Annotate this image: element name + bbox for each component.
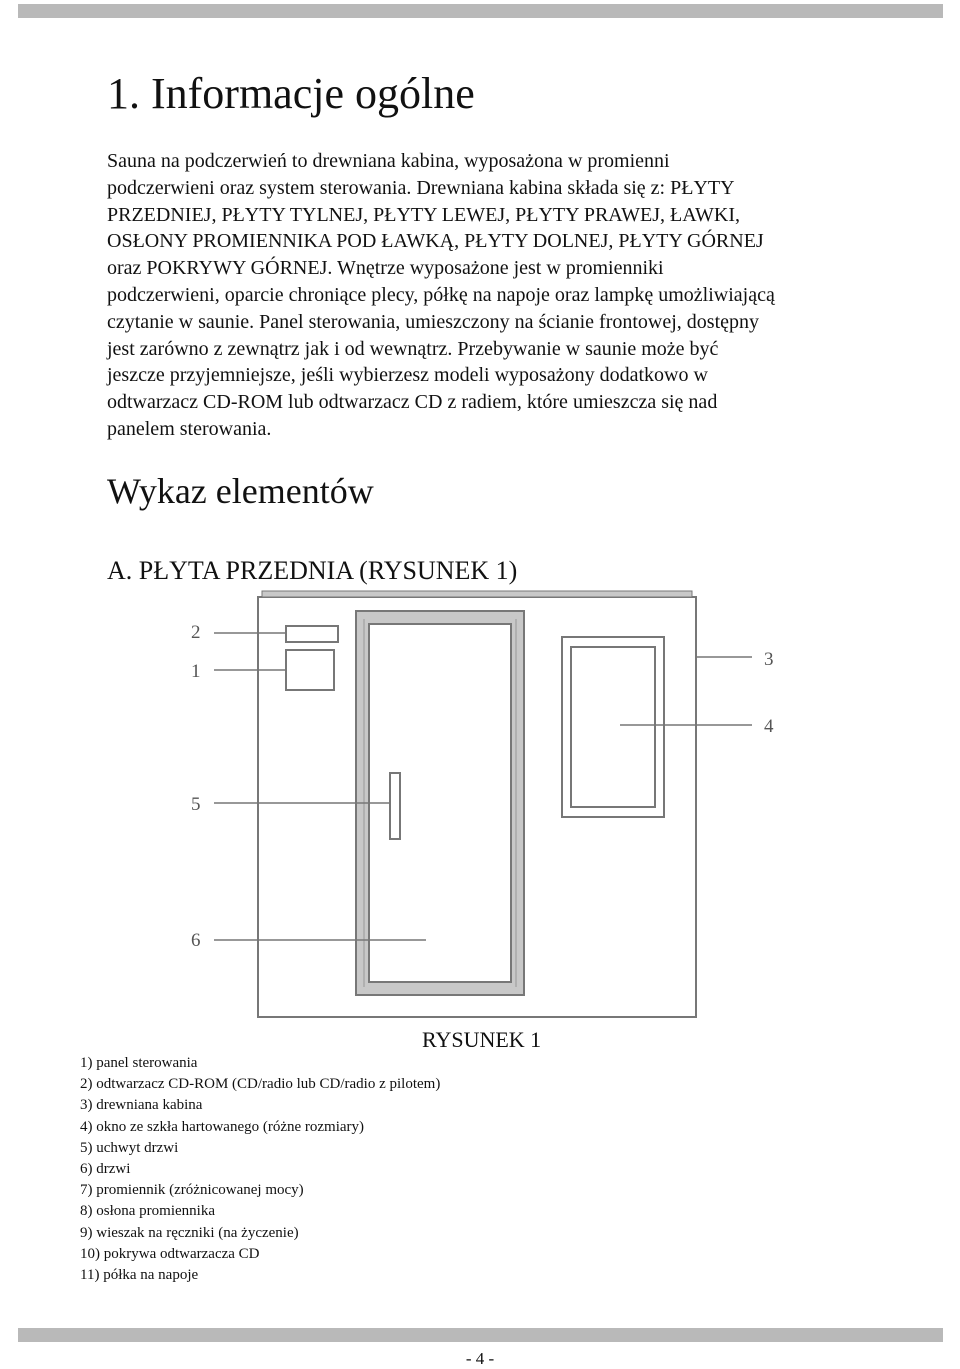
control-panel-shape	[286, 650, 334, 690]
intro-line: odtwarzacz CD-ROM lub odtwarzacz CD z radiem, które umieszcza się nad	[107, 391, 718, 414]
component-list	[80, 1053, 440, 1286]
section-heading: Wykaz elementów	[107, 471, 374, 511]
intro-paragraph	[107, 148, 867, 443]
subsection-title: A. PŁYTA PRZEDNIA (RYSUNEK 1)	[107, 556, 518, 585]
callout-label: 1	[191, 661, 201, 682]
list-item: 4) okno ze szkła hartowanego (różne rozmiary)	[80, 1118, 365, 1135]
intro-line: PRZEDNIEJ, PŁYTY TYLNEJ, PŁYTY LEWEJ, PŁYTY PRAWEJ, ŁAWKI,	[107, 203, 741, 226]
list-item: 6) drzwi	[80, 1161, 131, 1178]
cd-player-shape	[286, 626, 338, 642]
list-item: 11) półka na napoje	[80, 1267, 199, 1284]
list-item: 2) odtwarzacz CD-ROM (CD/radio lub CD/radio z pilotem)	[80, 1076, 441, 1093]
callout-label: 6	[191, 930, 201, 951]
page-title: 1. Informacje ogólne	[107, 69, 475, 118]
list-item: 10) pokrywa odtwarzacza CD	[80, 1245, 260, 1262]
window-glass	[571, 647, 655, 807]
list-item: 3) drewniana kabina	[80, 1097, 203, 1114]
cabin-top-trim	[262, 591, 692, 597]
callout-label: 2	[191, 622, 201, 643]
intro-line: Sauna na podczerwień to drewniana kabina, wyposażona w promienni	[107, 150, 670, 172]
list-item: 5) uchwyt drzwi	[80, 1139, 179, 1156]
intro-line: OSŁONY PROMIENNIKA POD ŁAWKĄ, PŁYTY DOLNEJ, PŁYTY GÓRNEJ	[107, 230, 764, 253]
list-item: 7) promiennik (zróżnicowanej mocy)	[80, 1182, 304, 1199]
intro-line: panelem sterowania.	[107, 417, 272, 440]
intro-line: jest zarówno z zewnątrz jak i od wewnątrz. Przebywanie w saunie może być	[107, 337, 719, 360]
callout-label: 5	[191, 794, 201, 815]
intro-line: podczerwieni, oparcie chroniące plecy, półkę na napoje oraz lampkę umożliwiającą	[107, 283, 775, 306]
list-item: 8) osłona promiennika	[80, 1203, 215, 1220]
callout-label: 4	[764, 716, 774, 737]
figure-caption: RYSUNEK 1	[422, 1027, 542, 1052]
intro-line: czytanie w saunie. Panel sterowania, umieszczony na ścianie frontowej, dostępny	[107, 310, 760, 333]
page-number: - 4 -	[465, 1349, 495, 1368]
callout-label: 3	[764, 649, 774, 670]
intro-line: oraz POKRYWY GÓRNEJ. Wnętrze wyposażone jest w promienniki	[107, 257, 664, 280]
list-item: 1) panel sterowania	[80, 1055, 198, 1071]
list-item: 9) wieszak na ręczniki (na życzenie)	[80, 1224, 299, 1241]
intro-line: jeszcze przyjemniejsze, jeśli wybierzesz modeli wyposażony dodatkowo w	[107, 364, 708, 387]
window-frame	[562, 637, 664, 817]
intro-line: podczerwieni oraz system sterowania. Drewniana kabina składa się z: PŁYTY	[107, 176, 735, 199]
footer-bar	[18, 1328, 943, 1342]
front-panel-figure	[180, 585, 780, 1025]
header-bar	[18, 4, 943, 18]
